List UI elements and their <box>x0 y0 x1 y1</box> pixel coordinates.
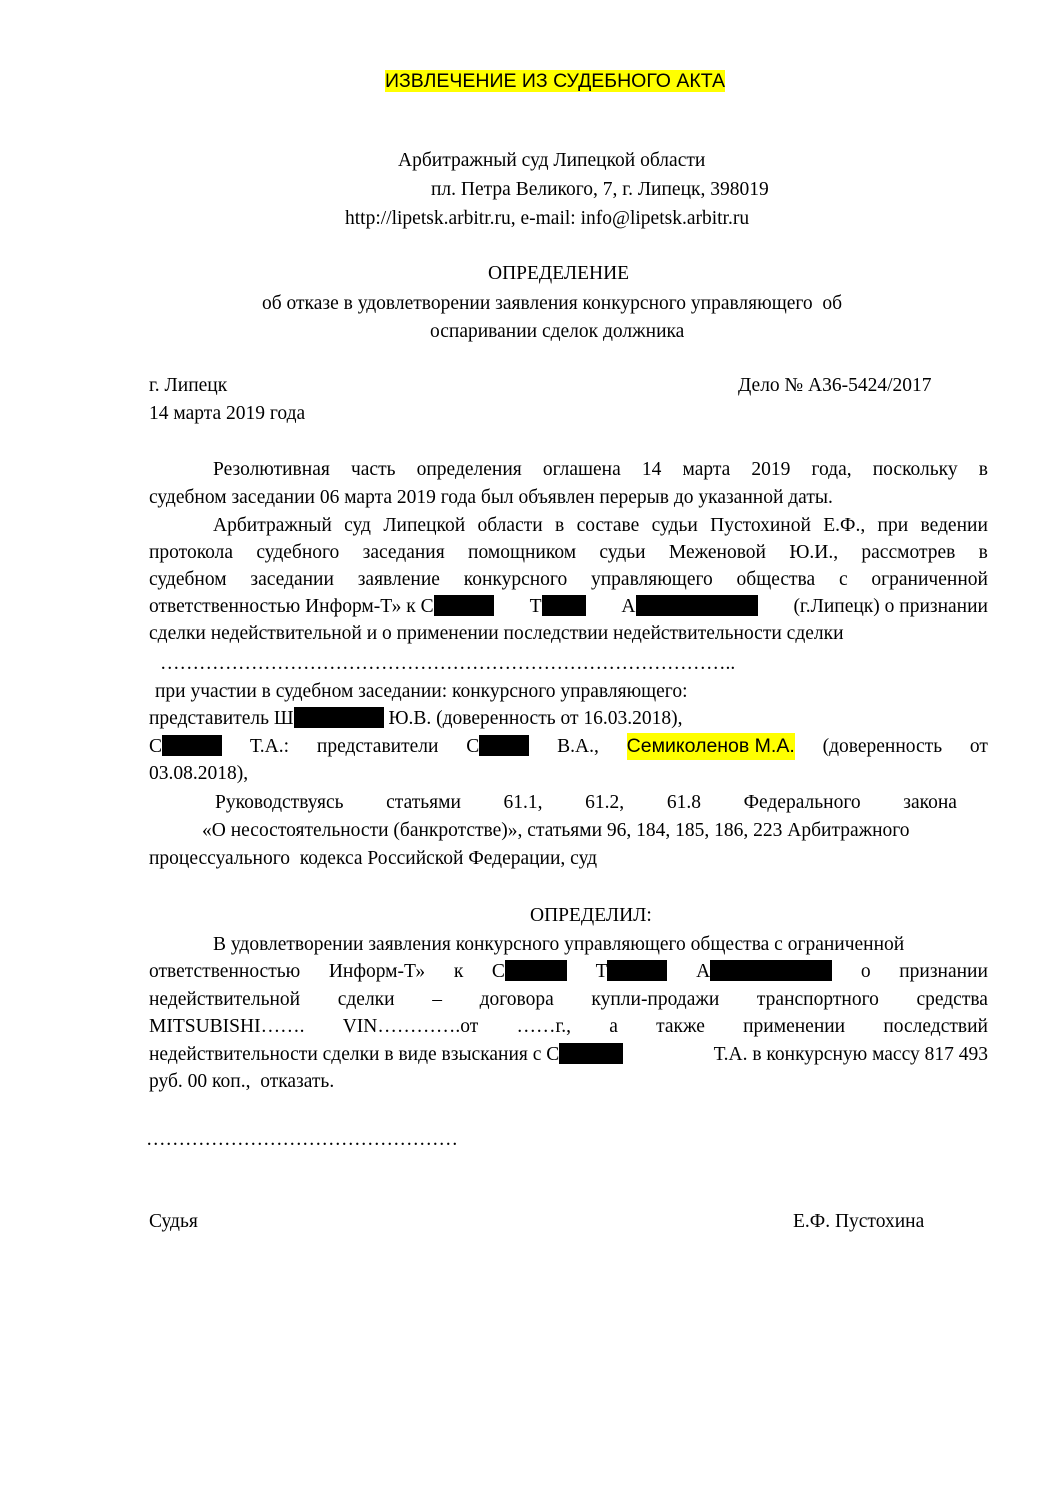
word: статьями <box>386 792 461 813</box>
text: Т <box>529 596 542 617</box>
word: ……г., <box>516 1016 572 1037</box>
redaction-block <box>505 960 567 981</box>
word: средства <box>916 989 988 1010</box>
redaction-block <box>542 595 586 616</box>
court-name: Арбитражный суд Липецкой области <box>398 150 706 171</box>
redaction-block <box>294 707 384 728</box>
word: В.А., <box>557 736 599 757</box>
ruling-line2 <box>149 958 988 985</box>
word: 2019 <box>751 459 791 480</box>
word: конкурсного <box>463 569 568 590</box>
word: Е.Ф., <box>823 515 866 536</box>
ellipsis-line-2: ………………………………………… <box>146 1129 458 1150</box>
word: часть <box>350 459 396 480</box>
p4-c <box>149 733 222 760</box>
word: управляющего <box>591 569 713 590</box>
word: VIN………….от <box>342 1016 479 1037</box>
word: 61.8 <box>666 792 701 813</box>
word: года, <box>811 459 852 480</box>
word: от <box>969 736 988 757</box>
word: судьи <box>599 542 646 563</box>
judge-name: Е.Ф. Пустохина <box>793 1211 925 1232</box>
word: марта <box>682 459 731 480</box>
p4-line1 <box>149 733 988 760</box>
word: составе <box>576 515 640 536</box>
word: Резолютивная <box>213 459 330 480</box>
redaction-block <box>434 595 494 616</box>
doc-date: 14 марта 2019 года <box>149 403 306 424</box>
word: ведении <box>920 515 988 536</box>
word: судебном <box>149 569 227 590</box>
word: Липецкой <box>383 515 466 536</box>
p5-line1 <box>215 789 957 816</box>
word: судебного <box>256 542 340 563</box>
text: С <box>149 736 163 757</box>
redaction-block <box>559 1043 623 1064</box>
doc-type: ОПРЕДЕЛЕНИЕ <box>488 263 630 284</box>
word: протокола <box>149 542 234 563</box>
text: ответственностью Информ-Т» к С <box>149 596 434 617</box>
p5-line3: процессуального кодекса Российской Федерации, суд <box>149 848 598 869</box>
word: договора <box>479 989 554 1010</box>
text: Т <box>595 961 608 982</box>
text: А <box>621 596 636 617</box>
word: о <box>860 961 871 982</box>
p3-line2 <box>149 705 683 732</box>
judge-label: Судья <box>149 1211 198 1232</box>
p1-line2: судебном заседании 06 марта 2019 года был объявлен перерыв до указанной даты. <box>149 487 833 508</box>
word: к <box>453 961 464 982</box>
word: последствий <box>883 1016 988 1037</box>
word: Пустохиной <box>710 515 811 536</box>
text: Ю.В. (доверенность от 16.03.2018), <box>388 708 683 729</box>
case-number: Дело № А36-5424/2017 <box>738 375 932 396</box>
p2-line2 <box>149 539 988 566</box>
word: 14 <box>641 459 662 480</box>
city: г. Липецк <box>149 375 228 396</box>
ruling-s <box>492 958 567 985</box>
word: помощником <box>468 542 577 563</box>
ruling-line4 <box>149 1013 988 1040</box>
p2-line5: сделки недействительной и о применении последствии недействительности сделки <box>149 623 844 644</box>
ruling-a <box>696 958 832 985</box>
ruling-t <box>596 958 668 985</box>
ruling-heading: ОПРЕДЕЛИЛ: <box>530 905 652 926</box>
word: судьи <box>651 515 698 536</box>
ellipsis-line-1: …………………………………………………………………………….. <box>160 653 736 674</box>
ruling-line5 <box>149 1041 988 1068</box>
word: поскольку <box>872 459 958 480</box>
p2-line4-end: (г.Липецк) о признании <box>793 596 988 617</box>
court-address: пл. Петра Великого, 7, г. Липецк, 398019 <box>431 179 769 200</box>
p1-line1 <box>213 456 988 483</box>
word: (доверенность <box>822 736 943 757</box>
text: недействительности сделки в виде взыскания с С <box>149 1044 560 1065</box>
highlighted-name: Семиколенов М.А. <box>627 733 795 760</box>
redaction-block <box>710 960 832 981</box>
text: С <box>491 961 505 982</box>
p2-line4 <box>149 593 988 620</box>
p2-line4-a <box>621 593 757 620</box>
text: А <box>696 961 711 982</box>
word: а <box>609 1016 618 1037</box>
word: заявление <box>357 569 440 590</box>
word: Ю.И., <box>789 542 839 563</box>
word: MITSUBISHI……. <box>149 1016 305 1037</box>
subject-line-2: оспаривании сделок должника <box>430 321 685 342</box>
word: рассмотрев <box>861 542 956 563</box>
p2-line1 <box>213 512 988 539</box>
p2-line3 <box>149 566 988 593</box>
p4-s2 <box>466 733 529 760</box>
court-contacts: http://lipetsk.arbitr.ru, e-mail: info@lipetsk.arbitr.ru <box>345 208 750 229</box>
word: Федерального <box>743 792 861 813</box>
word: ответственностью <box>149 961 301 982</box>
word: 61.2, <box>585 792 625 813</box>
word: заседания <box>362 542 445 563</box>
word: сделки <box>337 989 395 1010</box>
redaction-block <box>636 595 758 616</box>
redaction-block <box>479 735 529 756</box>
word: при <box>877 515 909 536</box>
word: области <box>477 515 543 536</box>
banner <box>385 68 725 95</box>
p2-line4-t <box>530 593 586 620</box>
word: оглашена <box>542 459 621 480</box>
word: ограниченной <box>871 569 988 590</box>
word: представители <box>316 736 439 757</box>
word: применении <box>743 1016 846 1037</box>
ruling-line6: руб. 00 коп., отказать. <box>149 1071 335 1092</box>
word: в <box>555 515 565 536</box>
p5-line2: «О несостоятельности (банкротстве)», статьями 96, 184, 185, 186, 223 Арбитражного <box>202 820 910 841</box>
word: также <box>656 1016 705 1037</box>
word: купли-продажи <box>591 989 720 1010</box>
banner-text: ИЗВЛЕЧЕНИЕ ИЗ СУДЕБНОГО АКТА <box>385 70 726 92</box>
word: Информ-Т» <box>328 961 426 982</box>
word: Т.А.: <box>249 736 290 757</box>
word: с <box>838 569 848 590</box>
subject-line-1: об отказе в удовлетворении заявления конкурсного управляющего об <box>262 293 843 314</box>
word: 61.1, <box>503 792 543 813</box>
p2-line4-start <box>149 593 494 620</box>
word: Арбитражный <box>213 515 332 536</box>
word: в <box>978 542 988 563</box>
text: представитель Ш <box>149 708 294 729</box>
ruling-line5-start <box>149 1041 623 1068</box>
text: С <box>466 736 480 757</box>
word: недействительной <box>149 989 301 1010</box>
p4-line2: 03.08.2018), <box>149 763 249 784</box>
redaction-block <box>607 960 667 981</box>
word: суд <box>344 515 371 536</box>
ruling-line1: В удовлетворении заявления конкурсного управляющего общества с ограниченной <box>213 934 905 955</box>
word: транспортного <box>756 989 879 1010</box>
ruling-line3 <box>149 986 988 1013</box>
word: закона <box>903 792 957 813</box>
word: признании <box>899 961 988 982</box>
word: Руководствуясь <box>215 792 344 813</box>
word: Меженовой <box>668 542 766 563</box>
word: – <box>432 989 442 1010</box>
word: в <box>978 459 988 480</box>
p3-line1: при участии в судебном заседании: конкурсного управляющего: <box>155 681 688 702</box>
ruling-line5-end: Т.А. в конкурсную массу 817 493 <box>713 1044 988 1065</box>
redaction-block <box>162 735 222 756</box>
word: заседании <box>250 569 334 590</box>
word: определения <box>416 459 522 480</box>
word: общества <box>736 569 816 590</box>
